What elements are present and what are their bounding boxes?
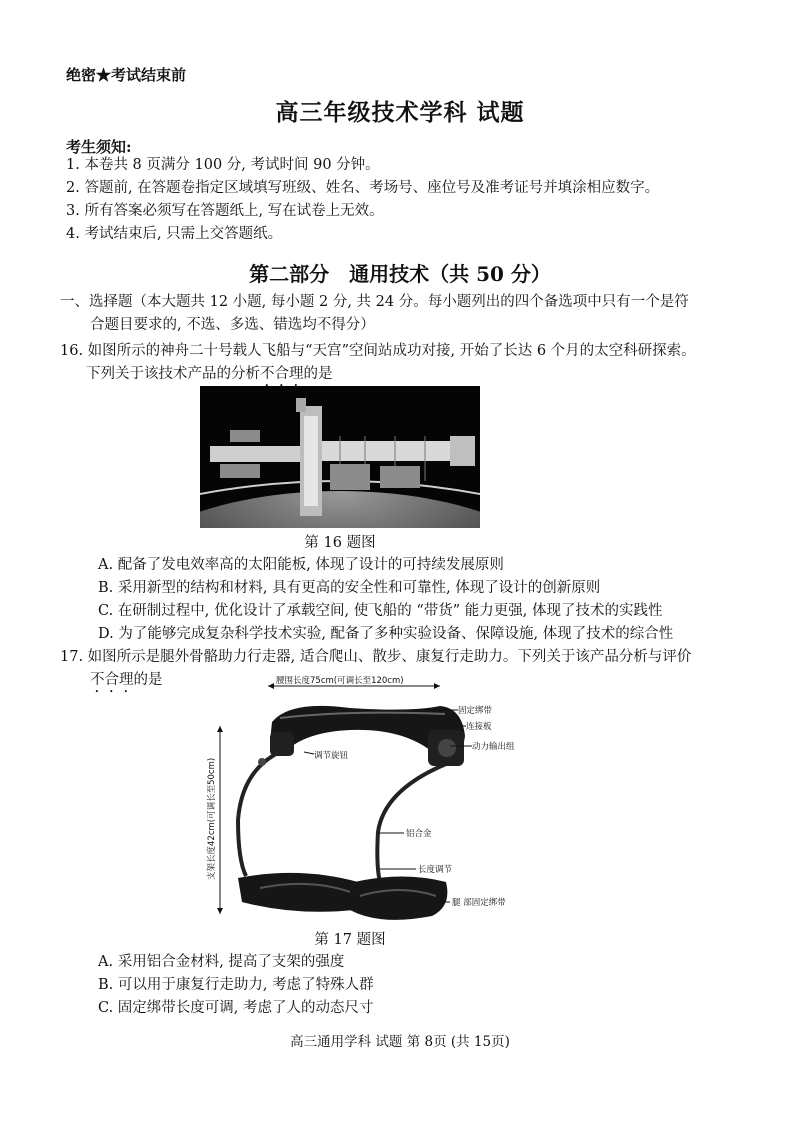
q17-figure xyxy=(200,670,550,928)
knob-label: 调节旋钮 xyxy=(314,751,349,761)
emphasis-text: 不合理 xyxy=(90,672,134,688)
q16-caption: 第 16 题图 xyxy=(304,535,376,551)
exoskeleton-diagram xyxy=(200,670,550,928)
q17-stem-cont: 不合理的是 xyxy=(90,672,163,688)
fixed-strap-label: 固定绑带 xyxy=(458,706,493,716)
emphasis-text: 不合理 xyxy=(260,366,304,382)
page-footer: 高三通用学科 试题 第 8页 (共 15页) xyxy=(290,1034,510,1050)
part1-instruction: 一、选择题（本大题共 12 小题, 每小题 2 分, 共 24 分。每小题列出的四个备选项中只有一个是符 xyxy=(60,294,689,310)
notice-item: 3. 所有答案必须写在答题纸上, 写在试卷上无效。 xyxy=(66,203,384,219)
notice-item: 2. 答题前, 在答题卷指定区域填写班级、姓名、考场号、座位号及准考证号并填涂相应数字。 xyxy=(66,180,660,196)
part1-instruction-cont: 合题目要求的, 不选、多选、错选均不得分） xyxy=(90,317,375,333)
q16-stem-cont: 下列关于该技术产品的分析不合理的是 xyxy=(86,366,333,382)
q16-figure xyxy=(200,386,480,528)
option-b: B. 采用新型的结构和材料, 具有更高的安全性和可靠性, 体现了设计的创新原则 xyxy=(98,580,601,596)
leg-strap-label: 腿 部固定绑带 xyxy=(452,898,506,908)
waist-length-label: 腰围长度75cm(可调长至120cm) xyxy=(276,676,404,686)
q17-stem: 17. 如图所示是腿外骨骼助力行走器, 适合爬山、散步、康复行走助力。下列关于该产品分析与评价 xyxy=(60,649,692,665)
notice-item: 4. 考试结束后, 只需上交答题纸。 xyxy=(66,226,283,242)
length-adjust-label: 长度调节 xyxy=(418,865,453,875)
notice-heading: 考生须知: xyxy=(66,138,132,156)
page-title: 高三年级技术学科 试题 xyxy=(275,99,525,126)
connector-label: 连接板 xyxy=(466,722,492,732)
q17-caption: 第 17 题图 xyxy=(314,932,386,948)
section-title: 第二部分 通用技术（共 50 分） xyxy=(249,262,551,286)
q16-stem: 16. 如图所示的神舟二十号载人飞船与“天宫”空间站成功对接, 开始了长达 6 个月的太空科研探索。 xyxy=(60,343,696,359)
power-output-label: 动力输出组 xyxy=(472,742,515,752)
option-c: C. 固定绑带长度可调, 考虑了人的动态尺寸 xyxy=(98,1000,374,1016)
option-a: A. 配备了发电效率高的太阳能板, 体现了设计的可持续发展原则 xyxy=(98,557,504,573)
option-a: A. 采用铝合金材料, 提高了支架的强度 xyxy=(98,954,345,970)
confidential-mark: 绝密★考试结束前 xyxy=(66,66,187,84)
space-station-image xyxy=(200,386,480,528)
alloy-label: 铝合金 xyxy=(406,829,432,839)
option-c: C. 在研制过程中, 优化设计了承载空间, 使飞船的 “带货” 能力更强, 体现了技术的实践性 xyxy=(98,603,663,619)
option-b: B. 可以用于康复行走助力, 考虑了特殊人群 xyxy=(98,977,374,993)
option-d: D. 为了能够完成复杂科学技术实验, 配备了多种实验设备、保障设施, 体现了技术的综合性 xyxy=(98,626,674,642)
notice-item: 1. 本卷共 8 页满分 100 分, 考试时间 90 分钟。 xyxy=(66,157,380,173)
support-length-label: 支架长度42cm(可调长至50cm) xyxy=(207,757,217,880)
